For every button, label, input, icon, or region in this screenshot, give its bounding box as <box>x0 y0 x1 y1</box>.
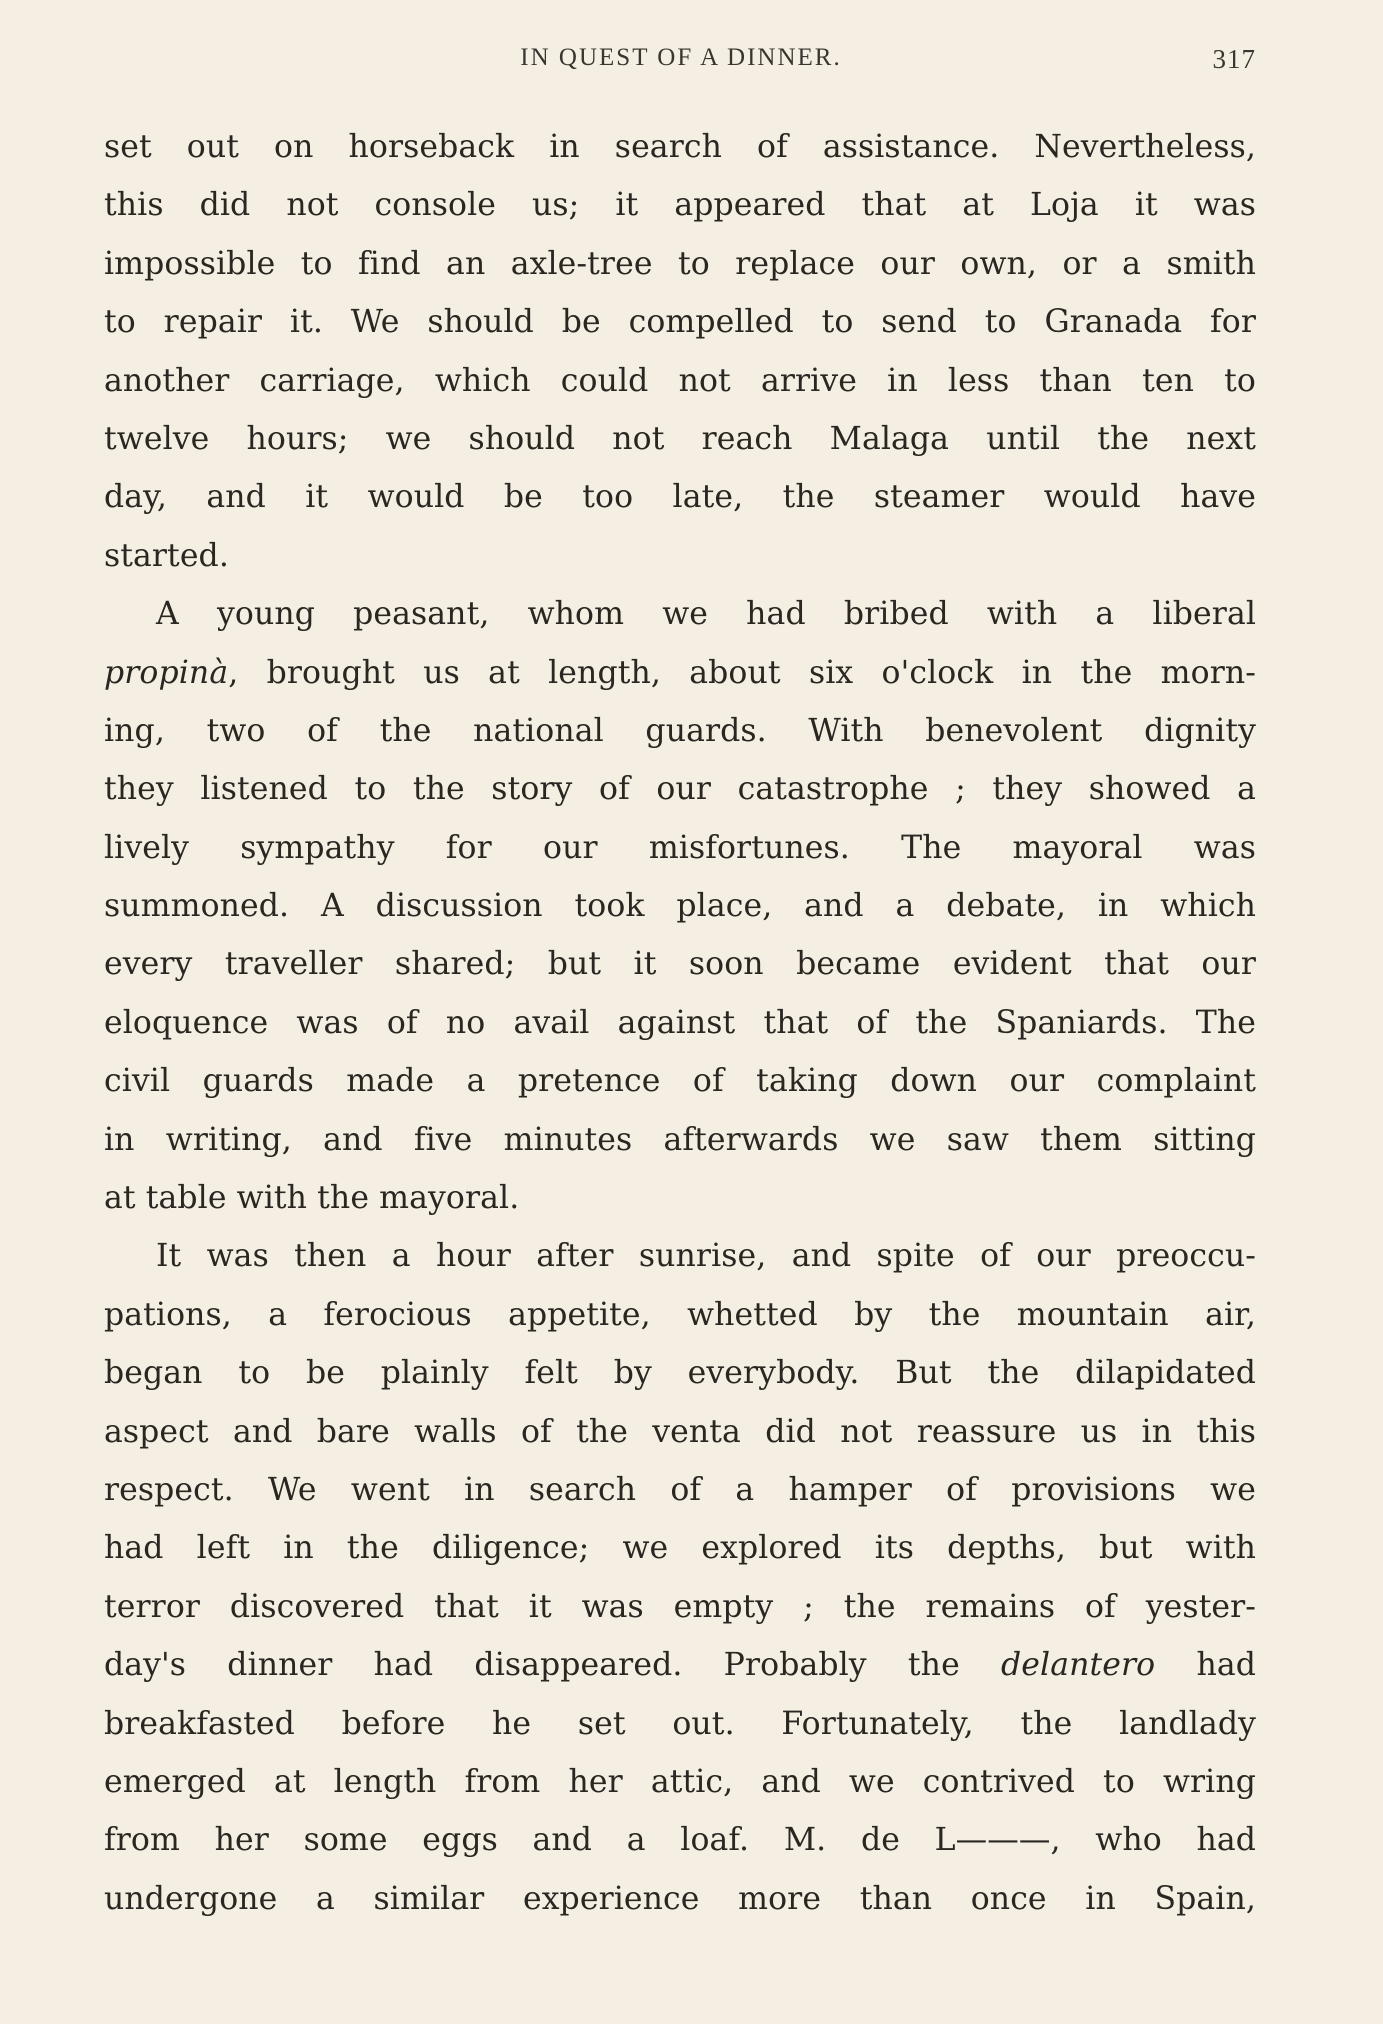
text-line: summoned. A discussion took place, and a debate, in which <box>104 888 1256 925</box>
text-line: started. <box>104 537 229 574</box>
text-line: lively sympathy for our misfortunes. The mayoral was <box>104 829 1256 866</box>
text-line: began to be plainly felt by everybody. But the dilapidated <box>104 1355 1256 1392</box>
text-line: civil guards made a pretence of taking down our complaint <box>104 1063 1256 1100</box>
text-line: It was then a hour after sunrise, and spite of our preoccu- <box>156 1238 1256 1275</box>
text-line: this did not console us; it appeared that at Loja it was <box>104 187 1256 224</box>
text-line <box>104 1636 1256 1694</box>
running-head <box>106 44 1256 84</box>
text-line: A young peasant, whom we had bribed with a liberal <box>156 596 1256 633</box>
text-line: had left in the diligence; we explored its depths, but with <box>104 1530 1256 1567</box>
italic-word: delantero <box>1001 1647 1156 1684</box>
running-title: IN QUEST OF A DINNER. <box>520 44 842 71</box>
text-line: every traveller shared; but it soon became evident that our <box>104 946 1256 983</box>
text-line: twelve hours; we should not reach Malaga until the next <box>104 420 1256 457</box>
text-line: at table with the mayoral. <box>104 1180 520 1217</box>
text-line: ing, two of the national guards. With benevolent dignity <box>104 712 1256 749</box>
text-line: breakfasted before he set out. Fortunately, the landlady <box>104 1705 1256 1742</box>
page-number: 317 <box>1212 44 1256 74</box>
line-fragment: day's dinner had disappeared. Probably the <box>104 1647 1002 1684</box>
italic-word: propinà <box>104 654 229 691</box>
text-line: another carriage, which could not arrive in less than ten to <box>104 362 1256 399</box>
text-line: terror discovered that it was empty ; the remains of yester- <box>104 1588 1256 1625</box>
text-line: in writing, and five minutes afterwards we saw them sitting <box>104 1121 1256 1158</box>
text-line: respect. We went in search of a hamper of provisions we <box>104 1471 1256 1508</box>
text-line: eloquence was of no avail against that of the Spaniards. The <box>104 1004 1256 1041</box>
text-line <box>104 644 1256 702</box>
text-line: they listened to the story of our catastrophe ; they showed a <box>104 771 1256 808</box>
text-line: pations, a ferocious appetite, whetted by the mountain air, <box>104 1296 1256 1333</box>
line-fragment: had <box>1155 1647 1256 1684</box>
line-fragment: , brought us at length, about six o'clock in the morn- <box>228 654 1256 691</box>
text-line: set out on horseback in search of assistance. Nevertheless, <box>104 129 1256 165</box>
text-line: aspect and bare walls of the venta did not reassure us in this <box>104 1413 1256 1450</box>
text-line: impossible to find an axle-tree to replace our own, or a smith <box>104 245 1256 282</box>
text-line: emerged at length from her attic, and we contrived to wring <box>104 1763 1256 1800</box>
text-line: day, and it would be too late, the steamer would have <box>104 479 1256 516</box>
text-line: to repair it. We should be compelled to send to Granada for <box>104 304 1256 341</box>
body-text <box>104 118 1256 1928</box>
text-line: undergone a similar experience more than once in Spain, <box>104 1880 1256 1917</box>
text-line: from her some eggs and a loaf. M. de L———, who had <box>104 1822 1256 1859</box>
